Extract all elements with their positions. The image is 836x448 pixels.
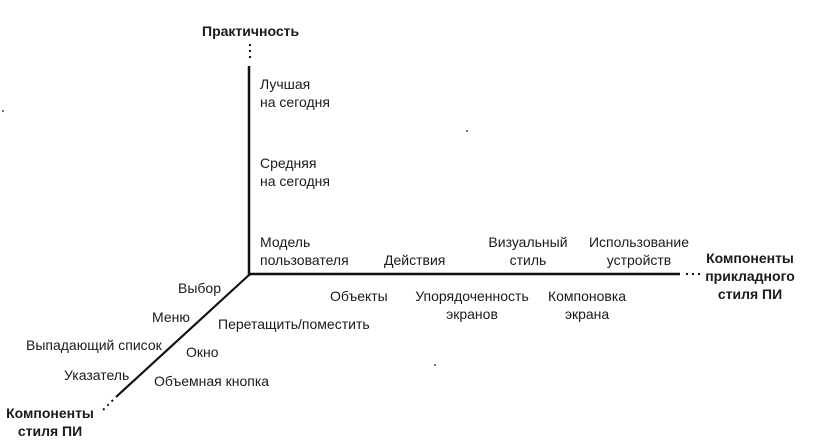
level-average-today: Средняя на сегодня xyxy=(260,155,330,189)
vertical-axis-title: Практичность xyxy=(202,23,300,39)
horizontal-item-objects: Объекты xyxy=(330,288,388,304)
scan-speck xyxy=(466,130,468,132)
horizontal-item-device-usage: Использование устройств xyxy=(588,234,690,268)
diagonal-axis-title: Компоненты стиля ПИ xyxy=(6,405,94,439)
diagonal-item-window: Окно xyxy=(186,344,219,360)
horizontal-axis-title: Компоненты прикладного стиля ПИ xyxy=(705,250,795,302)
horizontal-item-visual-style: Визуальный стиль xyxy=(488,234,568,268)
diagonal-item-selection: Выбор xyxy=(178,280,221,296)
diagonal-item-pointer: Указатель xyxy=(64,367,130,383)
diagonal-item-drag-drop: Перетащить/поместить xyxy=(218,316,370,332)
scan-speck xyxy=(2,110,4,112)
diagonal-item-menu: Меню xyxy=(152,309,190,325)
diagonal-item-dropdown-list: Выпадающий список xyxy=(26,337,162,353)
level-user-model: Модель пользователя xyxy=(260,234,349,268)
diagonal-item-3d-button: Объемная кнопка xyxy=(154,373,270,389)
diagonal-axis-dotted-extension xyxy=(103,400,113,410)
horizontal-item-screen-layout: Компоновка экрана xyxy=(547,288,627,322)
horizontal-item-actions: Действия xyxy=(384,252,446,268)
horizontal-item-screen-ordering: Упорядоченность экранов xyxy=(415,288,529,322)
scan-speck xyxy=(434,364,436,366)
level-best-today: Лучшая на сегодня xyxy=(260,76,330,110)
